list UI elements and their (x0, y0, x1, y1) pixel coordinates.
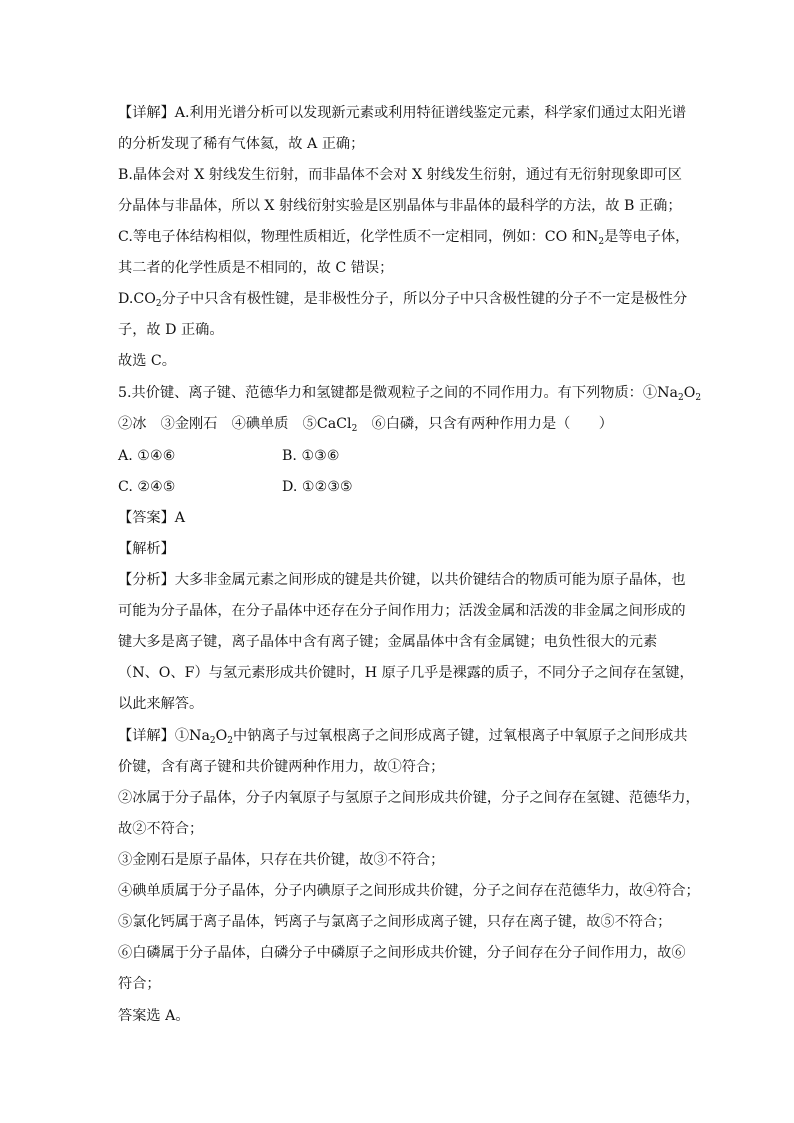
detail-line-5: C.等电子体结构相似，物理性质相近，化学性质不一定相同，例如：CO 和$N_2$是等电子体， (118, 229, 690, 247)
explain-line-7: ⑤氯化钙属于离子晶体，钙离子与氯离子之间形成离子键，只存在离子键，故⑤不符合； (118, 914, 672, 930)
question-stem-line-1: 5.共价键、离子键、范德华力和氢键都是微观粒子之间的不同作用力。有下列物质：$①Na_2O_2$ (118, 385, 702, 403)
option-d: D. ①②③⑤ (282, 479, 353, 495)
question-stem-line-2: ②冰 ③金刚石 ④碘单质 ⑤CaCl$_2$ ⑥白磷，只含有两种作用力是（ ） (118, 416, 613, 434)
option-b: B. ①③⑥ (282, 448, 340, 464)
detail-line-2: 的分析发现了稀有气体氦，故 A 正确； (118, 136, 365, 152)
option-c: C. ②④⑤ (118, 479, 176, 495)
detail-line-7: $D.CO_2$分子中只含有极性键，是非极性分子，所以分子中只含极性键的分子不一定是极性分 (118, 291, 688, 309)
explain-line-8: ⑥白磷属于分子晶体，白磷分子中磷原子之间形成共价键，分子间存在分子间作用力，故⑥ (118, 945, 686, 961)
explain-line-5: ③金刚石是原子晶体，只存在共价键，故③不符合； (118, 852, 445, 868)
analysis-line-4: （N、O、F）与氢元素形成共价键时，H 原子几乎是裸露的质子，不同分子之间存在氢键， (118, 665, 694, 681)
explain-line-4: 故②不符合； (118, 821, 204, 837)
analysis-heading: 【解析】 (118, 541, 175, 557)
final-answer-line: 答案选 A。 (118, 1008, 190, 1024)
explain-line-9: 符合； (118, 976, 161, 992)
detail-line-8: 子，故 D 正确。 (118, 322, 224, 338)
detail-line-6: 其二者的化学性质是不相同的，故 C 错误； (118, 260, 394, 276)
analysis-line-2: 可能为分子晶体，在分子晶体中还存在分子间作用力；活泼金属和活泼的非金属之间形成的 (118, 603, 686, 619)
explain-line-6: ④碘单质属于分子晶体，分子内碘原子之间形成共价键，分子之间存在范德华力，故④符合； (118, 883, 700, 899)
analysis-line-5: 以此来解答。 (118, 696, 204, 712)
explain-line-1: 【详解】$①Na_2O_2$中钠离子与过氧根离子之间形成离子键，过氧根离子中氧原子之间形成共 (118, 728, 688, 746)
explain-line-2: 价键，含有离子键和共价键两种作用力，故①符合； (118, 759, 445, 775)
conclusion-line: 故选 C。 (118, 353, 176, 369)
explain-line-3: ②冰属于分子晶体，分子内氧原子与氢原子之间形成共价键，分子之间存在氢键、范德华力， (118, 790, 700, 806)
detail-line-4: 分晶体与非晶体，所以 X 射线衍射实验是区别晶体与非晶体的最科学的方法，故 B 正确； (118, 198, 682, 214)
option-a: A. ①④⑥ (118, 448, 176, 464)
analysis-line-1: 【分析】大多非金属元素之间形成的键是共价键，以共价键结合的物质可能为原子晶体，也 (118, 572, 686, 588)
detail-line-3: B.晶体会对 X 射线发生衍射，而非晶体不会对 X 射线发生衍射，通过有无衍射现象即可区 (118, 167, 682, 183)
analysis-line-3: 键大多是离子键，离子晶体中含有离子键；金属晶体中含有金属键；电负性很大的元素 (118, 634, 658, 650)
detail-line-1: 【详解】A.利用光谱分析可以发现新元素或利用特征谱线鉴定元素，科学家们通过太阳光谱 (118, 105, 687, 121)
answer-line: 【答案】A (118, 510, 185, 526)
